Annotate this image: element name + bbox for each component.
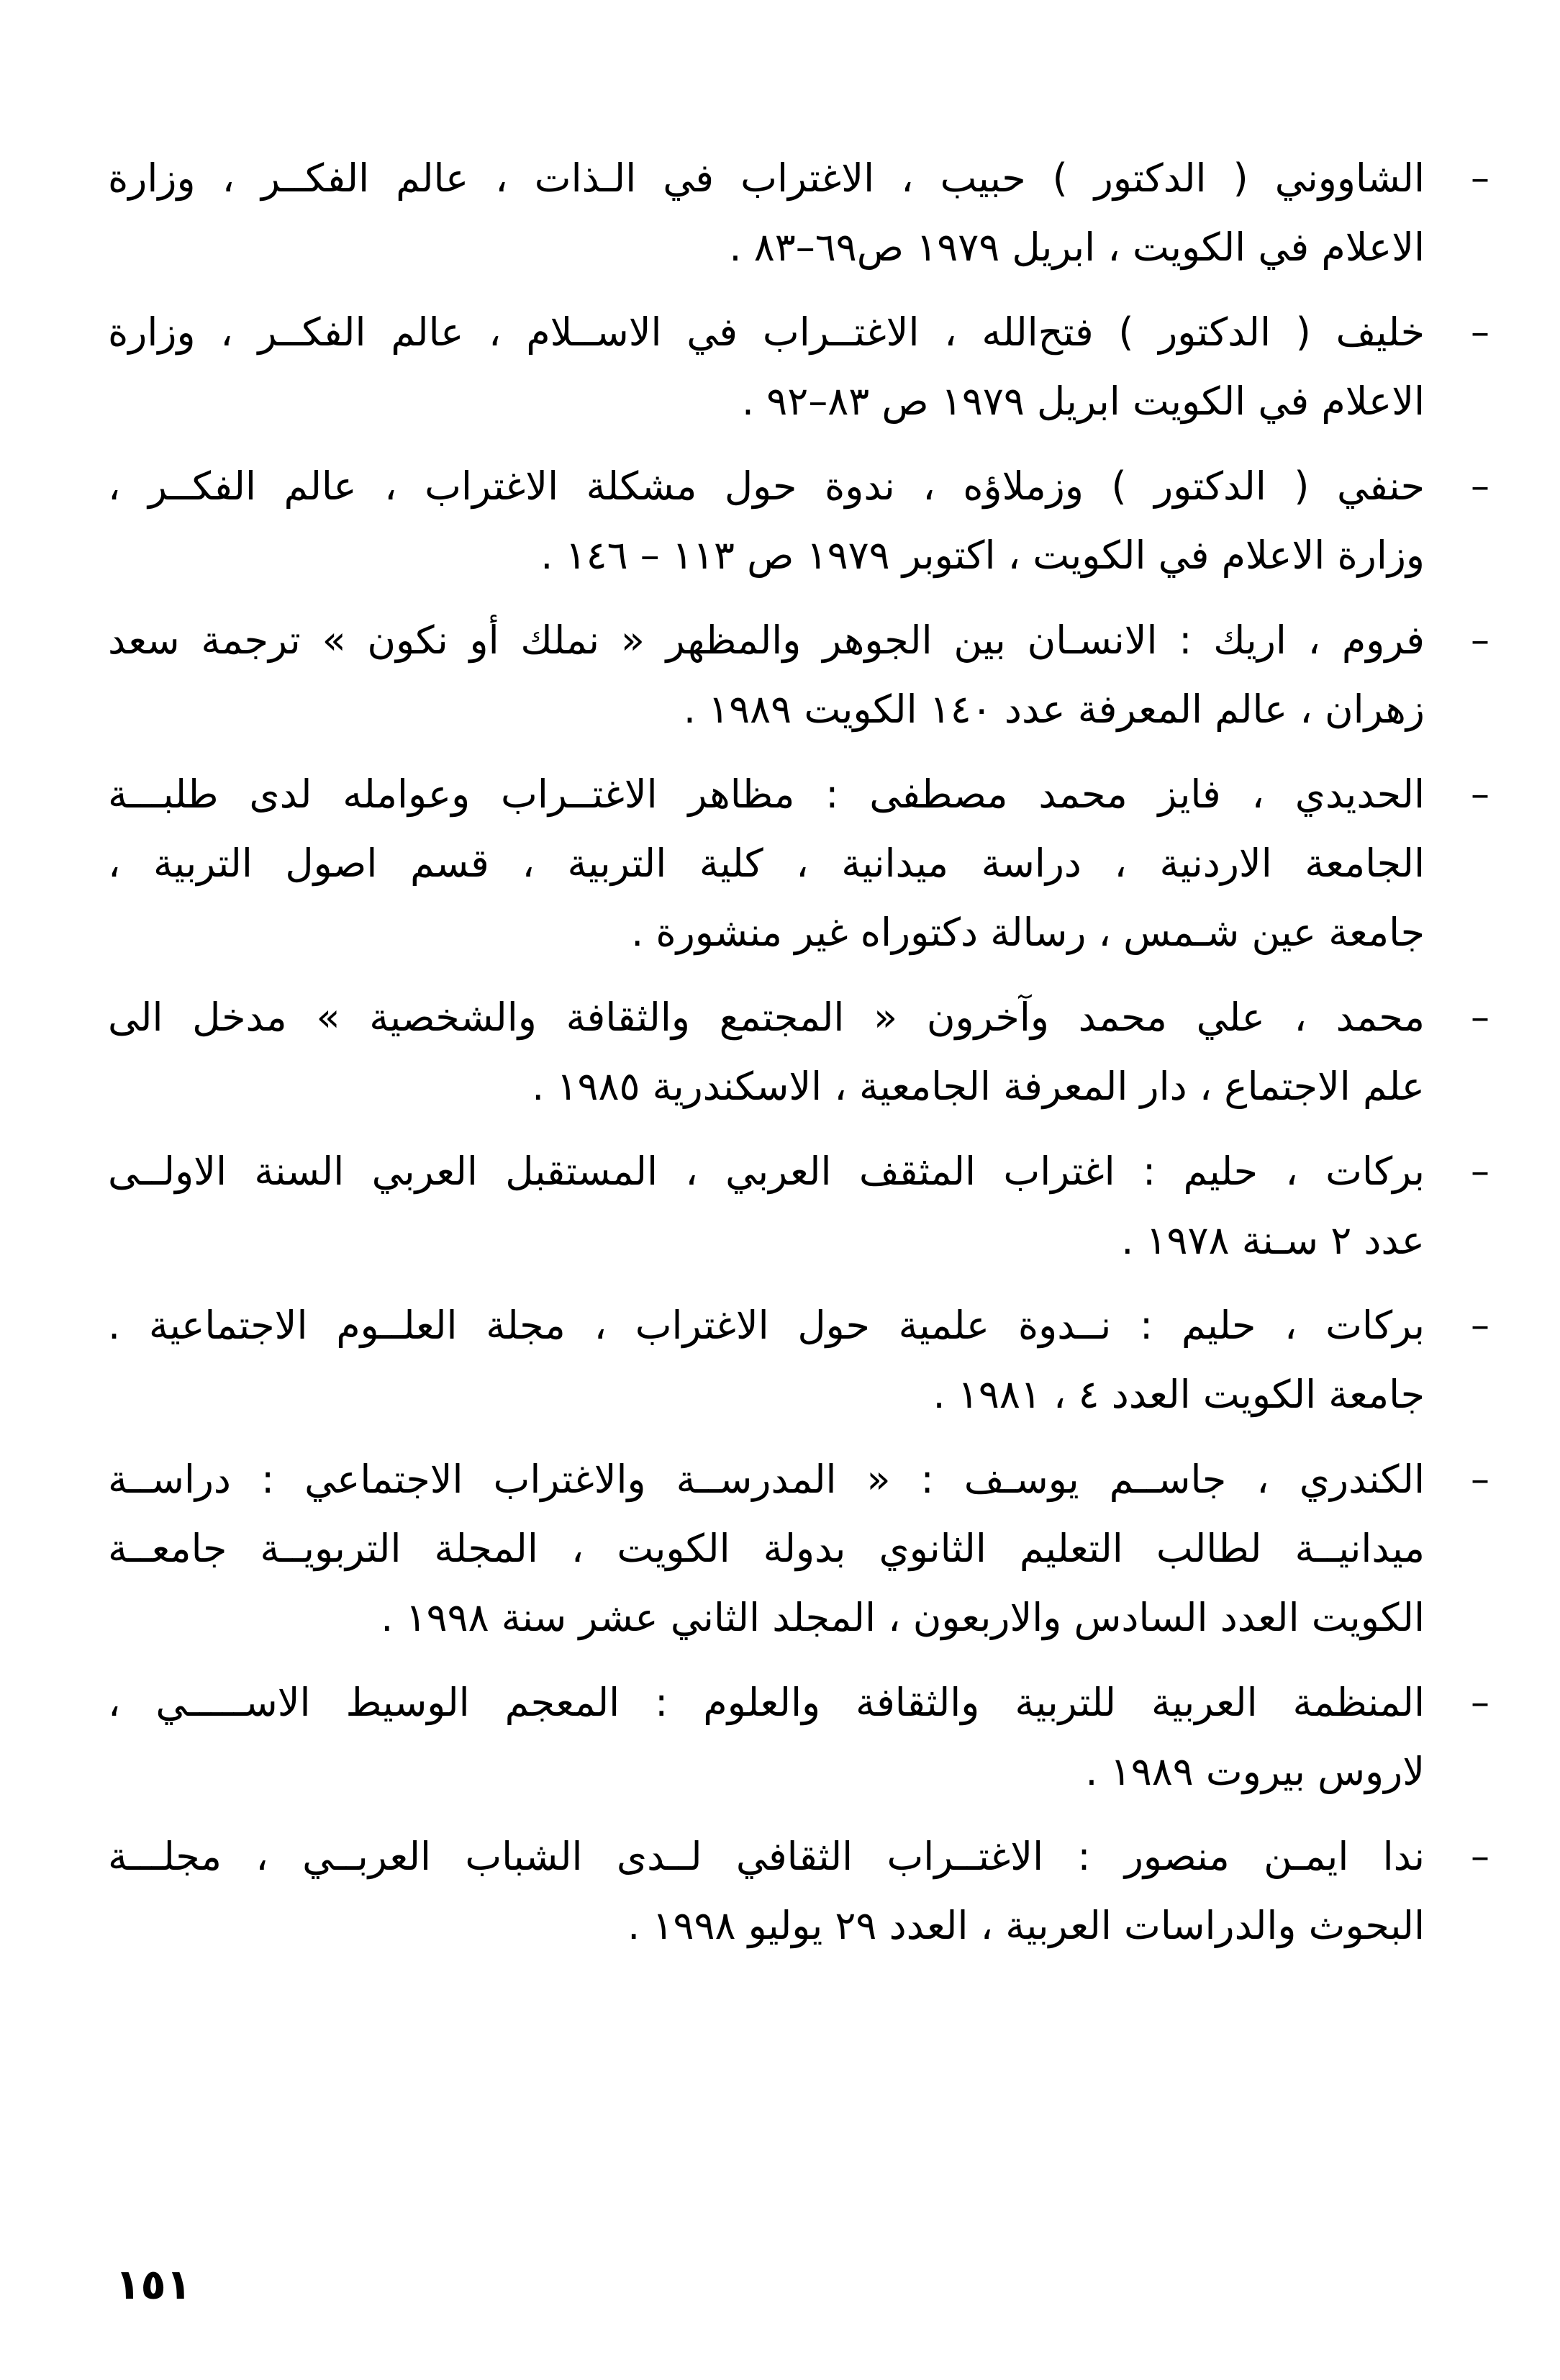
entry-line: جامعة عين شـمس ، رسالة دكتوراه غير منشورة . <box>631 910 1425 955</box>
entry-line: الشاووني ( الدكتور ) حبيب ، الاغتراب في الـذات ، عالم الفكــر ، وزارة <box>108 155 1425 201</box>
bibliography-entry <box>108 1668 1489 1806</box>
entry-dash: – <box>1471 1458 1489 1501</box>
entry-line: فروم ، اريك : الانسـان بين الجوهر والمظهر « نملك أو نكون » ترجمة سعد <box>108 617 1425 663</box>
bibliography-entry <box>108 452 1489 590</box>
entry-line: الكويت العدد السادس والاربعون ، المجلد الثاني عشر سنة ١٩٩٨ . <box>381 1595 1425 1640</box>
bibliography-entry <box>108 983 1489 1121</box>
entry-line: الجامعة الاردنية ، دراسة ميدانية ، كلية التربية ، قسم اصول التربية ، <box>108 841 1425 886</box>
entry-line: ميدانيــة لطالب التعليم الثانوي بدولة الكويت ، المجلة التربويــة جامعــة <box>108 1526 1425 1571</box>
entry-line: البحوث والدراسات العربية ، العدد ٢٩ يوليو ١٩٩٨ . <box>627 1903 1425 1948</box>
entry-line: بركات ، حليم : نــدوة علمية حول الاغتراب ، مجلة العلــوم الاجتماعية . <box>108 1303 1425 1348</box>
bibliography-entry <box>108 1822 1489 1960</box>
entry-dash: – <box>1471 996 1489 1039</box>
entry-dash: – <box>1471 1150 1489 1193</box>
entry-dash: – <box>1471 619 1489 662</box>
entry-dash: – <box>1471 1681 1489 1724</box>
entry-dash: – <box>1471 157 1489 200</box>
entry-line: علم الاجتماع ، دار المعرفة الجامعية ، الاسكندرية ١٩٨٥ . <box>532 1064 1425 1109</box>
entry-dash: – <box>1471 1835 1489 1878</box>
entry-line: محمد ، علي محمد وآخرون « المجتمع والثقافة والشخصية » مدخل الى <box>108 995 1425 1040</box>
bibliography-entry <box>108 1445 1489 1652</box>
entry-dash: – <box>1471 773 1489 816</box>
entry-line: وزارة الاعلام في الكويت ، اكتوبر ١٩٧٩ ص ١١٣ – ١٤٦ . <box>540 533 1425 578</box>
entry-dash: – <box>1471 465 1489 508</box>
bibliography-entry <box>108 298 1489 436</box>
entry-line: الاعلام في الكويت ابريل ١٩٧٩ ص ٨٣–٩٢ . <box>741 379 1425 424</box>
bibliography-list <box>108 144 1489 1976</box>
entry-dash: – <box>1471 1304 1489 1347</box>
entry-dash: – <box>1471 311 1489 354</box>
bibliography-entry <box>108 1291 1489 1429</box>
entry-line: الكندري ، جاســم يوسـف : « المدرســة والاغتراب الاجتماعي : دراســة <box>108 1457 1425 1502</box>
entry-line: حنفي ( الدكتور ) وزملاؤه ، ندوة حول مشكلة الاغتراب ، عالم الفكــر ، <box>108 463 1425 509</box>
entry-line: الاعلام في الكويت ، ابريل ١٩٧٩ ص٦٩–٨٣ . <box>729 225 1425 270</box>
entry-line: المنظمة العربية للتربية والثقافة والعلوم : المعجم الوسيط الاســـــي ، <box>108 1680 1425 1725</box>
entry-line: جامعة الكويت العدد ٤ ، ١٩٨١ . <box>933 1372 1425 1417</box>
bibliography-entry <box>108 606 1489 744</box>
entry-line: ندا ايمـن منصور : الاغتــراب الثقافي لــدى الشباب العربــي ، مجلـــة <box>108 1834 1425 1879</box>
entry-line: بركات ، حليم : اغتراب المثقف العربي ، المستقبل العربي السنة الاولــى <box>108 1149 1425 1194</box>
page-number: ١٥١ <box>115 2260 192 2309</box>
entry-line: خليف ( الدكتور ) فتح‌الله ، الاغتــراب في الاســلام ، عالم الفكــر ، وزارة <box>108 309 1425 355</box>
entry-line: لاروس بيروت ١٩٨٩ . <box>1085 1749 1425 1794</box>
bibliography-entry <box>108 1137 1489 1275</box>
entry-line: زهران ، عالم المعرفة عدد ١٤٠ الكويت ١٩٨٩ . <box>683 687 1425 732</box>
entry-line: عدد ٢ سـنة ١٩٧٨ . <box>1121 1218 1425 1263</box>
bibliography-entry <box>108 144 1489 282</box>
entry-line: الحديدي ، فايز محمد مصطفى : مظاهر الاغتــراب وعوامله لدى طلبـــة <box>108 772 1425 817</box>
bibliography-entry <box>108 760 1489 967</box>
